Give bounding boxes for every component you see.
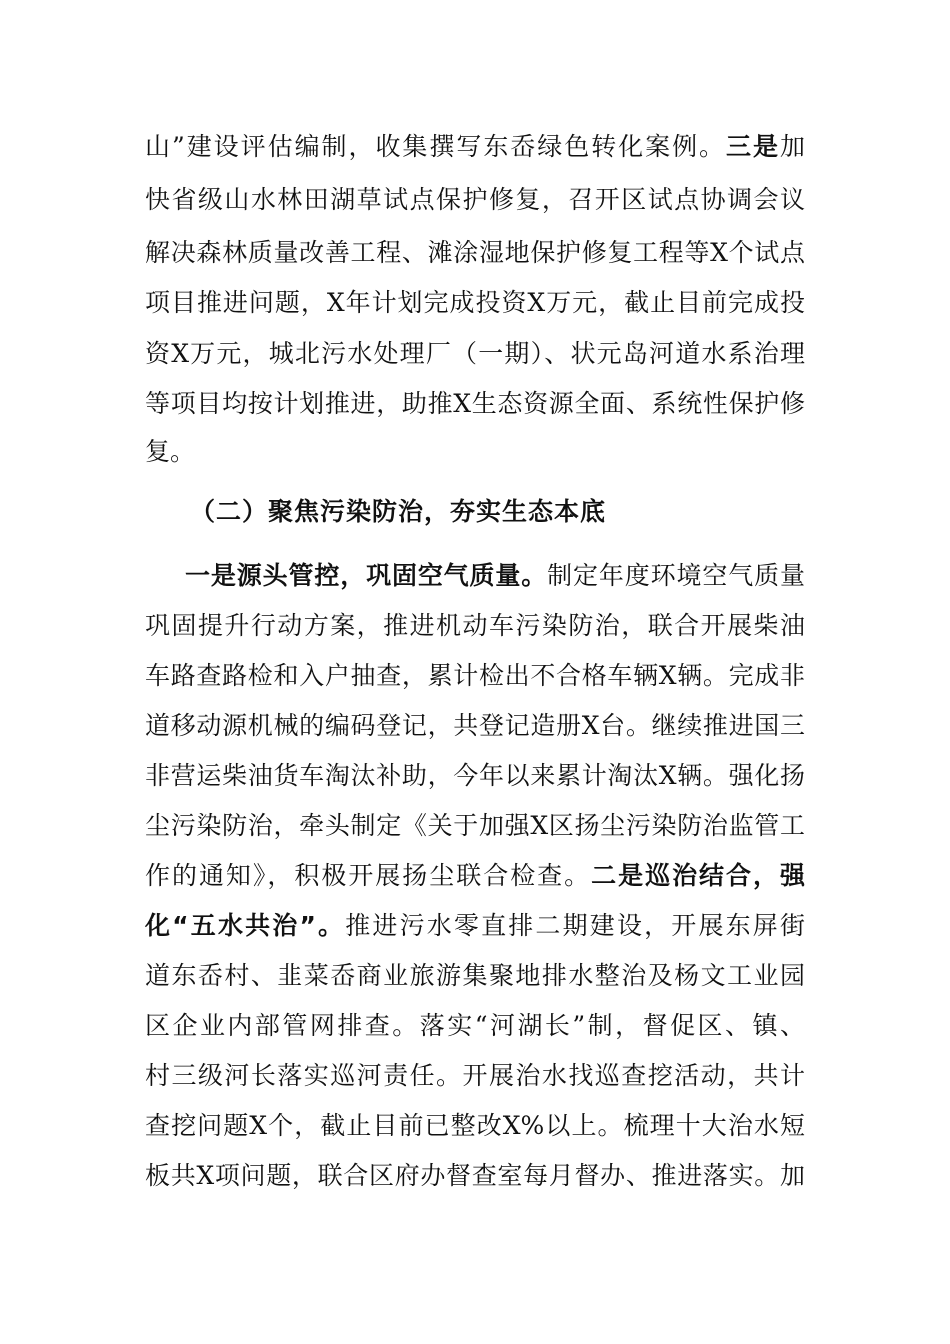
paragraph-line: 复。 bbox=[145, 437, 196, 466]
paragraph-line: 车路查路检和入户抽查，累计检出不合格车辆X辆。完成非 bbox=[145, 661, 805, 690]
bold-span: 一是源头管控，巩固空气质量。 bbox=[185, 561, 548, 590]
text-span: 加 bbox=[779, 132, 805, 161]
paragraph-line bbox=[145, 127, 805, 167]
paragraph-line bbox=[145, 856, 805, 896]
paragraph-line: 板共X项问题，联合区府办督查室每月督办、推进落实。加 bbox=[145, 1161, 805, 1190]
paragraph-line: 尘污染防治，牵头制定《关于加强X区扬尘污染防治监管工 bbox=[145, 811, 805, 840]
paragraph-line: 资X万元，城北污水处理厂（一期）、状元岛河道水系治理 bbox=[145, 339, 805, 368]
paragraph-line: 项目推进问题，X年计划完成投资X万元，截止目前完成投 bbox=[145, 288, 805, 317]
paragraph-line: 等项目均按计划推进，助推X生态资源全面、系统性保护修 bbox=[145, 389, 805, 418]
text-span: 山”建设评估编制，收集撰写东岙绿色转化案例。 bbox=[145, 132, 727, 161]
text-span: 制定年度环境空气质量 bbox=[547, 561, 805, 590]
bold-span: 二是巡治结合，强 bbox=[591, 861, 805, 890]
bold-span: 三是 bbox=[726, 132, 780, 161]
paragraph-line: 道东岙村、韭菜岙商业旅游集聚地排水整治及杨文工业园 bbox=[145, 961, 805, 990]
paragraph-line: 道移动源机械的编码登记，共登记造册X台。继续推进国三 bbox=[145, 711, 805, 740]
paragraph-line: 解决森林质量改善工程、滩涂湿地保护修复工程等X个试点 bbox=[145, 238, 805, 267]
paragraph-line: 查挖问题X个，截止目前已整改X%以上。梳理十大治水短 bbox=[145, 1111, 805, 1140]
text-span: 作的通知》，积极开展扬尘联合检查。 bbox=[145, 861, 592, 890]
paragraph-line: 区企业内部管网排查。落实“河湖长”制，督促区、镇、 bbox=[145, 1011, 805, 1040]
paragraph-line bbox=[145, 906, 805, 946]
paragraph-line: 非营运柴油货车淘汰补助，今年以来累计淘汰X辆。强化扬 bbox=[145, 761, 805, 790]
bold-span: 化“五水共治”。 bbox=[145, 911, 346, 940]
paragraph-line: 巩固提升行动方案，推进机动车污染防治，联合开展柴油 bbox=[145, 611, 805, 640]
paragraph-line: 村三级河长落实巡河责任。开展治水找巡查挖活动，共计 bbox=[145, 1061, 805, 1090]
paragraph-line bbox=[185, 556, 805, 596]
section-heading: （二）聚焦污染防治，夯实生态本底 bbox=[190, 497, 607, 526]
text-span: 推进污水零直排二期建设，开展东屏街 bbox=[345, 911, 805, 940]
paragraph-line: 快省级山水林田湖草试点保护修复，召开区试点协调会议 bbox=[145, 185, 805, 214]
